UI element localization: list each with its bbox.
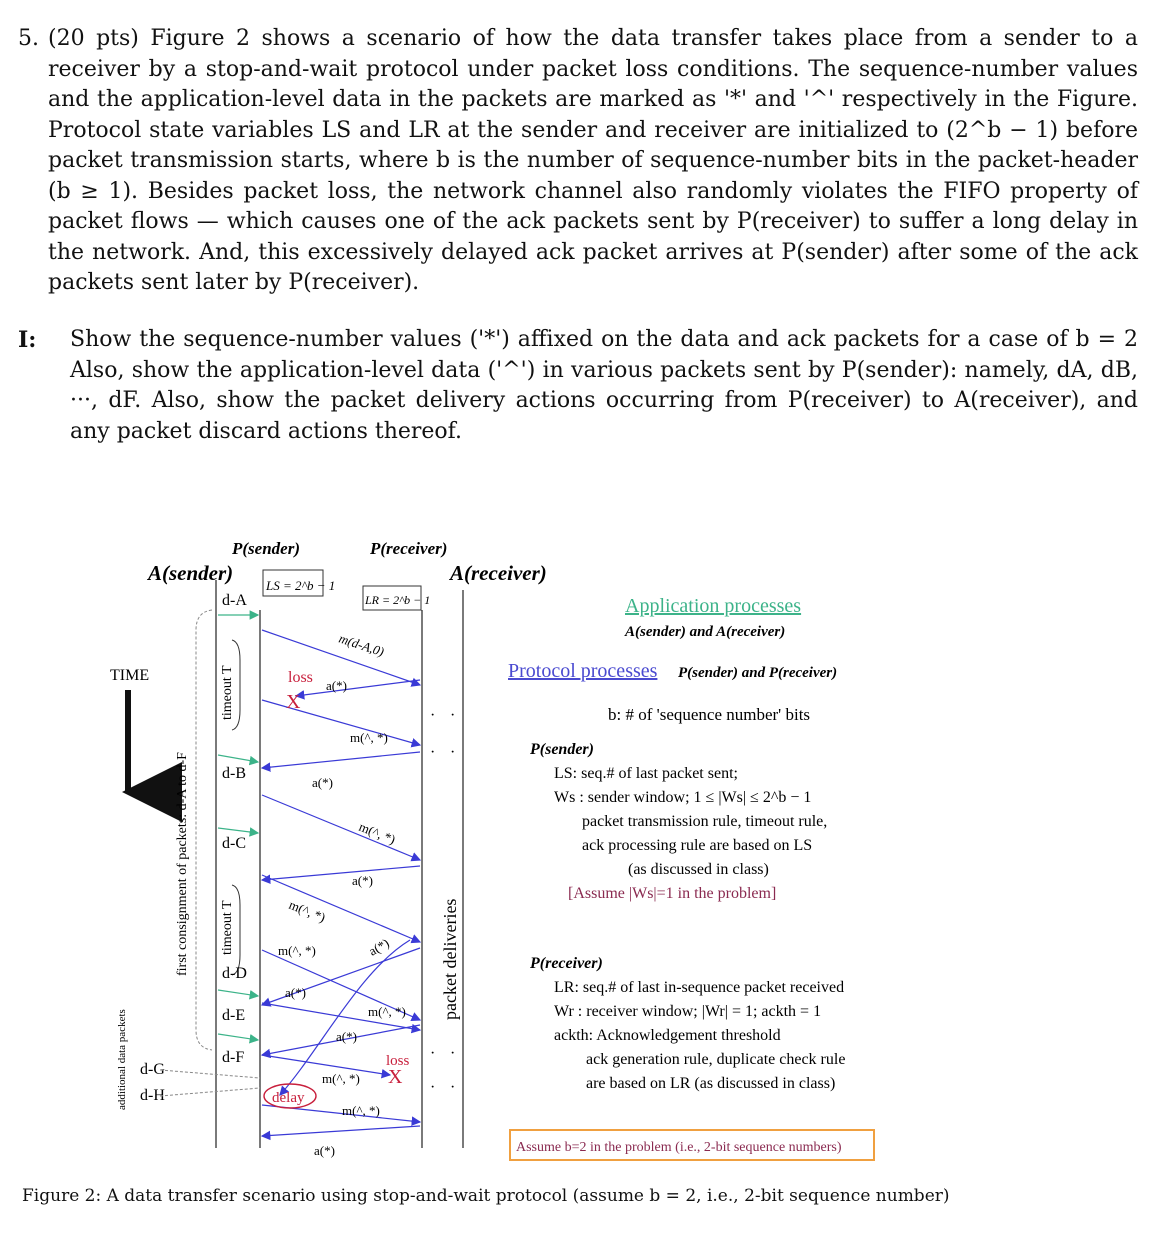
legend-b-def: b: # of 'sequence number' bits bbox=[608, 705, 811, 724]
ack-6-label: a(*) bbox=[314, 1143, 335, 1158]
legend-sender-rule2: ack processing rule are based on LS bbox=[582, 837, 813, 854]
legend-lr-def: LR: seq.# of last in-sequence packet received bbox=[554, 979, 845, 996]
ack-3 bbox=[262, 866, 420, 880]
legend-sender-rule1: packet transmission rule, timeout rule, bbox=[582, 813, 828, 830]
ack-2-label: a(*) bbox=[312, 775, 333, 790]
a-receiver-label: A(receiver) bbox=[450, 561, 547, 585]
msg-3-label: m(^, *) bbox=[356, 818, 398, 847]
loss-label-1: loss bbox=[288, 669, 313, 686]
loss-x-1: X bbox=[286, 691, 301, 713]
msg-3 bbox=[262, 795, 420, 860]
legend-assume-ws: [Assume |Ws|=1 in the problem] bbox=[568, 885, 777, 902]
ls-init-label: LS = 2^b − 1 bbox=[266, 578, 336, 593]
legend-proto-title: Protocol processes bbox=[508, 660, 658, 682]
msg-4-label: m(^, *) bbox=[286, 896, 328, 925]
ack-1-lost bbox=[296, 680, 420, 696]
loss-label-2: loss bbox=[386, 1053, 410, 1069]
d-d-label: d-D bbox=[222, 965, 247, 982]
d-f-label: d-F bbox=[222, 1049, 245, 1066]
first-consignment-label: first consignment of packets: d-A to d-F bbox=[175, 752, 190, 976]
legend-ws-def: Ws : sender window; 1 ≤ |Ws| ≤ 2^b − 1 bbox=[554, 789, 812, 806]
part-i-label: I: bbox=[18, 327, 37, 353]
d-c-label: d-C bbox=[222, 835, 246, 852]
problem-text: (20 pts) Figure 2 shows a scenario of how the data transfer takes place from a sender to a receiver by a stop-and-wait protocol under packet loss conditions. The sequence-number values and the application-level data in the packets are marked as '*' and '^' respectively in the Figure. Protocol state variables LS and LR at the sender and receiver are initialized to (2^b − 1) before packet transmission starts, where b is the number of sequence-number bits in the packet-header (b ≥ 1). Besides packet loss, the network channel also randomly violates the FIFO property of packet flows — which causes one of the ack packets sent by P(receiver) to suffer a long delay in the network. And, this excessively delayed ack packet arrives at P(sender) after some of the ack packets sent later by P(receiver). bbox=[48, 26, 1138, 295]
timeout-label-2: timeout T bbox=[220, 900, 235, 955]
additional-label: additional data packets bbox=[116, 1009, 128, 1110]
legend-sender-head: P(sender) bbox=[530, 741, 594, 758]
legend-recv-rule1: ack generation rule, duplicate check rule bbox=[586, 1051, 846, 1068]
ack-1-label: a(*) bbox=[326, 678, 347, 693]
d-g-link bbox=[160, 1070, 260, 1078]
delivery-dot-2: · bbox=[450, 707, 456, 724]
legend-ls-def: LS: seq.# of last packet sent; bbox=[554, 765, 738, 782]
packet-deliveries-label: packet deliveries bbox=[440, 898, 460, 1020]
msg-d-a-label: m(d-A,0) bbox=[337, 630, 387, 660]
msg-2-label: m(^, *) bbox=[350, 730, 388, 745]
delivery-dot-8: · bbox=[450, 1079, 456, 1096]
delivery-dot-4: · bbox=[450, 744, 456, 761]
ack-5-label: a(*) bbox=[336, 1029, 357, 1044]
d-e-label: d-E bbox=[222, 1007, 246, 1024]
legend-receiver-head: P(receiver) bbox=[530, 955, 603, 972]
delivery-dot-7: · bbox=[430, 1079, 436, 1096]
lr-init-label: LR = 2^b − 1 bbox=[365, 593, 431, 607]
d-h-link bbox=[160, 1088, 260, 1096]
app-arrow-c bbox=[218, 828, 258, 833]
legend-ackth-def: ackth: Acknowledgement threshold bbox=[554, 1027, 781, 1044]
d-g-label: d-G bbox=[140, 1061, 165, 1078]
problem-number: 5. bbox=[18, 26, 39, 51]
delivery-dot-5: · bbox=[430, 1045, 436, 1062]
timing-diagram bbox=[100, 530, 900, 1170]
msg-7-label: m(^, *) bbox=[322, 1071, 360, 1086]
delivery-dot-3: · bbox=[430, 744, 436, 761]
d-b-label: d-B bbox=[222, 765, 246, 782]
part-i bbox=[18, 325, 1138, 447]
legend-recv-rule2: are based on LR (as discussed in class) bbox=[586, 1075, 836, 1092]
ack-3-label: a(*) bbox=[352, 873, 373, 888]
legend-proto-sub: P(sender) and P(receiver) bbox=[678, 665, 838, 681]
delivery-dot-6: · bbox=[450, 1045, 456, 1062]
ack-4-label: a(*) bbox=[285, 985, 306, 1000]
msg-4 bbox=[262, 875, 420, 942]
legend-app-sub: A(sender) and A(receiver) bbox=[625, 624, 786, 640]
d-h-label: d-H bbox=[140, 1087, 165, 1104]
d-a-label: d-A bbox=[222, 592, 247, 609]
time-label: TIME bbox=[110, 667, 150, 684]
part-i-text: Show the sequence-number values ('*') affixed on the data and ack packets for a case of b = 2 Also, show the application-level data ('^') in various packets sent by P(sender): namely, dA, dB, ···, dF. Also, show the packet delivery actions occurring from P(receiver) to A(receiver), and any packet discard actions thereof. bbox=[70, 327, 1138, 444]
legend-wr-def: Wr : receiver window; |Wr| = 1; ackth = 1 bbox=[554, 1003, 822, 1020]
timeout-label-1: timeout T bbox=[220, 665, 235, 720]
figure-caption: Figure 2: A data transfer scenario using stop-and-wait protocol (assume b = 2, i.e., 2-bit sequence number) bbox=[22, 1186, 950, 1206]
ack-6 bbox=[262, 1126, 420, 1136]
app-arrow-d bbox=[218, 990, 258, 996]
app-arrow-e bbox=[218, 1034, 258, 1040]
app-arrow-b bbox=[218, 755, 258, 762]
problem-5 bbox=[18, 24, 1138, 299]
msg-6-label: m(^, *) bbox=[368, 1004, 406, 1019]
legend-sender-rule3: (as discussed in class) bbox=[628, 861, 769, 878]
delivery-dot-1: · bbox=[430, 707, 436, 724]
a-sender-label: A(sender) bbox=[148, 561, 234, 585]
p-receiver-label: P(receiver) bbox=[370, 539, 448, 558]
delayed-ack-label: a(*) bbox=[366, 935, 392, 959]
msg-8-label: m(^, *) bbox=[342, 1103, 380, 1118]
delay-label: delay bbox=[272, 1090, 305, 1106]
loss-x-2: X bbox=[388, 1066, 403, 1088]
figure-2 bbox=[100, 530, 900, 1170]
consignment-brace bbox=[196, 610, 212, 1050]
msg-5-label: m(^, *) bbox=[278, 943, 316, 958]
p-sender-label: P(sender) bbox=[232, 539, 300, 558]
assume-b-label: Assume b=2 in the problem (i.e., 2-bit sequence numbers) bbox=[516, 1140, 842, 1155]
legend-app-title: Application processes bbox=[625, 595, 802, 617]
ack-2 bbox=[262, 752, 420, 768]
